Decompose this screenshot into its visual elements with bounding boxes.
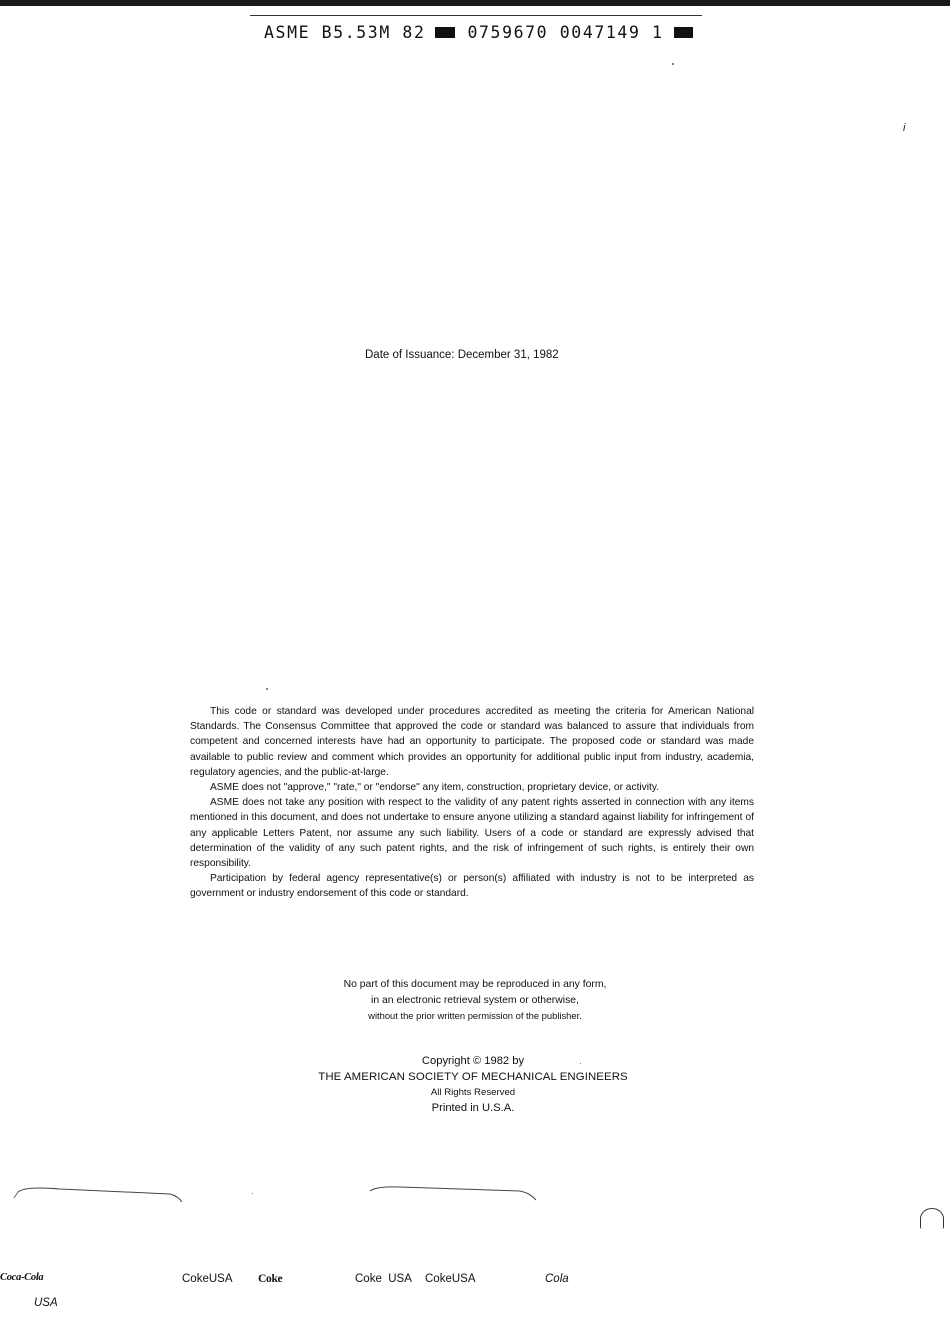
scan-stroke (14, 1192, 18, 1198)
footer-brand-item (425, 1273, 476, 1285)
brand-usa: USA (208, 1273, 233, 1285)
document-code-right: 0759670 0047149 1 (467, 23, 664, 42)
notice-paragraph: Participation by federal agency representative(s) or person(s) affiliated with industry is not to be interpreted as government or industry endorsement of this code or standard. (190, 873, 754, 900)
brand-word: Coke (182, 1273, 209, 1285)
notice-paragraph: ASME does not "approve," "rate," or "endorse" any item, construction, proprietary device, or activity. (210, 782, 660, 794)
redaction-block-icon (674, 27, 693, 38)
footer-brand-item (355, 1273, 412, 1285)
footer-brand-item: Cola (545, 1273, 569, 1285)
binder-hole-icon (920, 1208, 944, 1229)
document-code-left: ASME B5.53M 82 (264, 23, 426, 42)
scan-top-border (0, 0, 950, 6)
rights-reserved: All Rights Reserved (430, 1087, 516, 1098)
scan-stroke (370, 1187, 536, 1200)
printed-in: Printed in U.S.A. (431, 1101, 515, 1114)
notice-paragraph: ASME does not take any position with respect to the validity of any patent rights asserted in connection with any items mentioned in this document, and does not undertake to ensure anyone utilizing a standard against liability for infringement of any applicable Letters Patent, nor assume any such liability. Users of a code or standard are expressly advised that determination of the validity of any such patent rights, and the risk of infringement of such rights, is entirely their own responsibility. (190, 797, 754, 870)
brand-word: Coke (425, 1273, 452, 1285)
header-rule (250, 15, 702, 16)
footer-usa: USA (34, 1297, 58, 1309)
legal-notice (190, 704, 754, 902)
reproduction-notice (290, 977, 660, 1024)
scan-speck (672, 63, 674, 65)
copyright-line: Copyright © 1982 by (421, 1055, 525, 1067)
footer-brand-item: Coke (258, 1273, 283, 1285)
redaction-block-icon (435, 27, 455, 38)
notice-paragraph: This code or standard was developed under procedures accredited as meeting the criteria for American National Standards. The Consensus Committee that approved the code or standard was balanced to assure that individuals from competent and concerned interests have had an opportunity to participate. The proposed code or standard was made available to public review and comment which provides an opportunity for additional public input from industry, academia, regulatory agencies, and the public-at-large. (190, 706, 754, 778)
footer-brand-item (182, 1273, 233, 1285)
reproduction-line: without the prior written permission of the publisher. (368, 1010, 582, 1021)
copyright-block (260, 1054, 686, 1116)
publisher-name: THE AMERICAN SOCIETY OF MECHANICAL ENGINEERS (318, 1070, 628, 1083)
reproduction-line: No part of this document may be reproduced in any form, (343, 979, 607, 990)
brand-usa: USA (451, 1273, 476, 1285)
coca-cola-logo: Coca-Cola (0, 1272, 44, 1283)
document-code (264, 23, 693, 42)
reproduction-line: in an electronic retrieval system or otherwise, (371, 994, 579, 1006)
scan-speck (266, 688, 268, 690)
scan-artifact-lines (0, 1180, 950, 1220)
brand-usa: USA (388, 1273, 412, 1285)
date-of-issuance: Date of Issuance: December 31, 1982 (365, 349, 559, 361)
page-mark: i (903, 122, 906, 134)
scan-stroke (18, 1188, 182, 1202)
brand-word: Coke (355, 1273, 382, 1285)
